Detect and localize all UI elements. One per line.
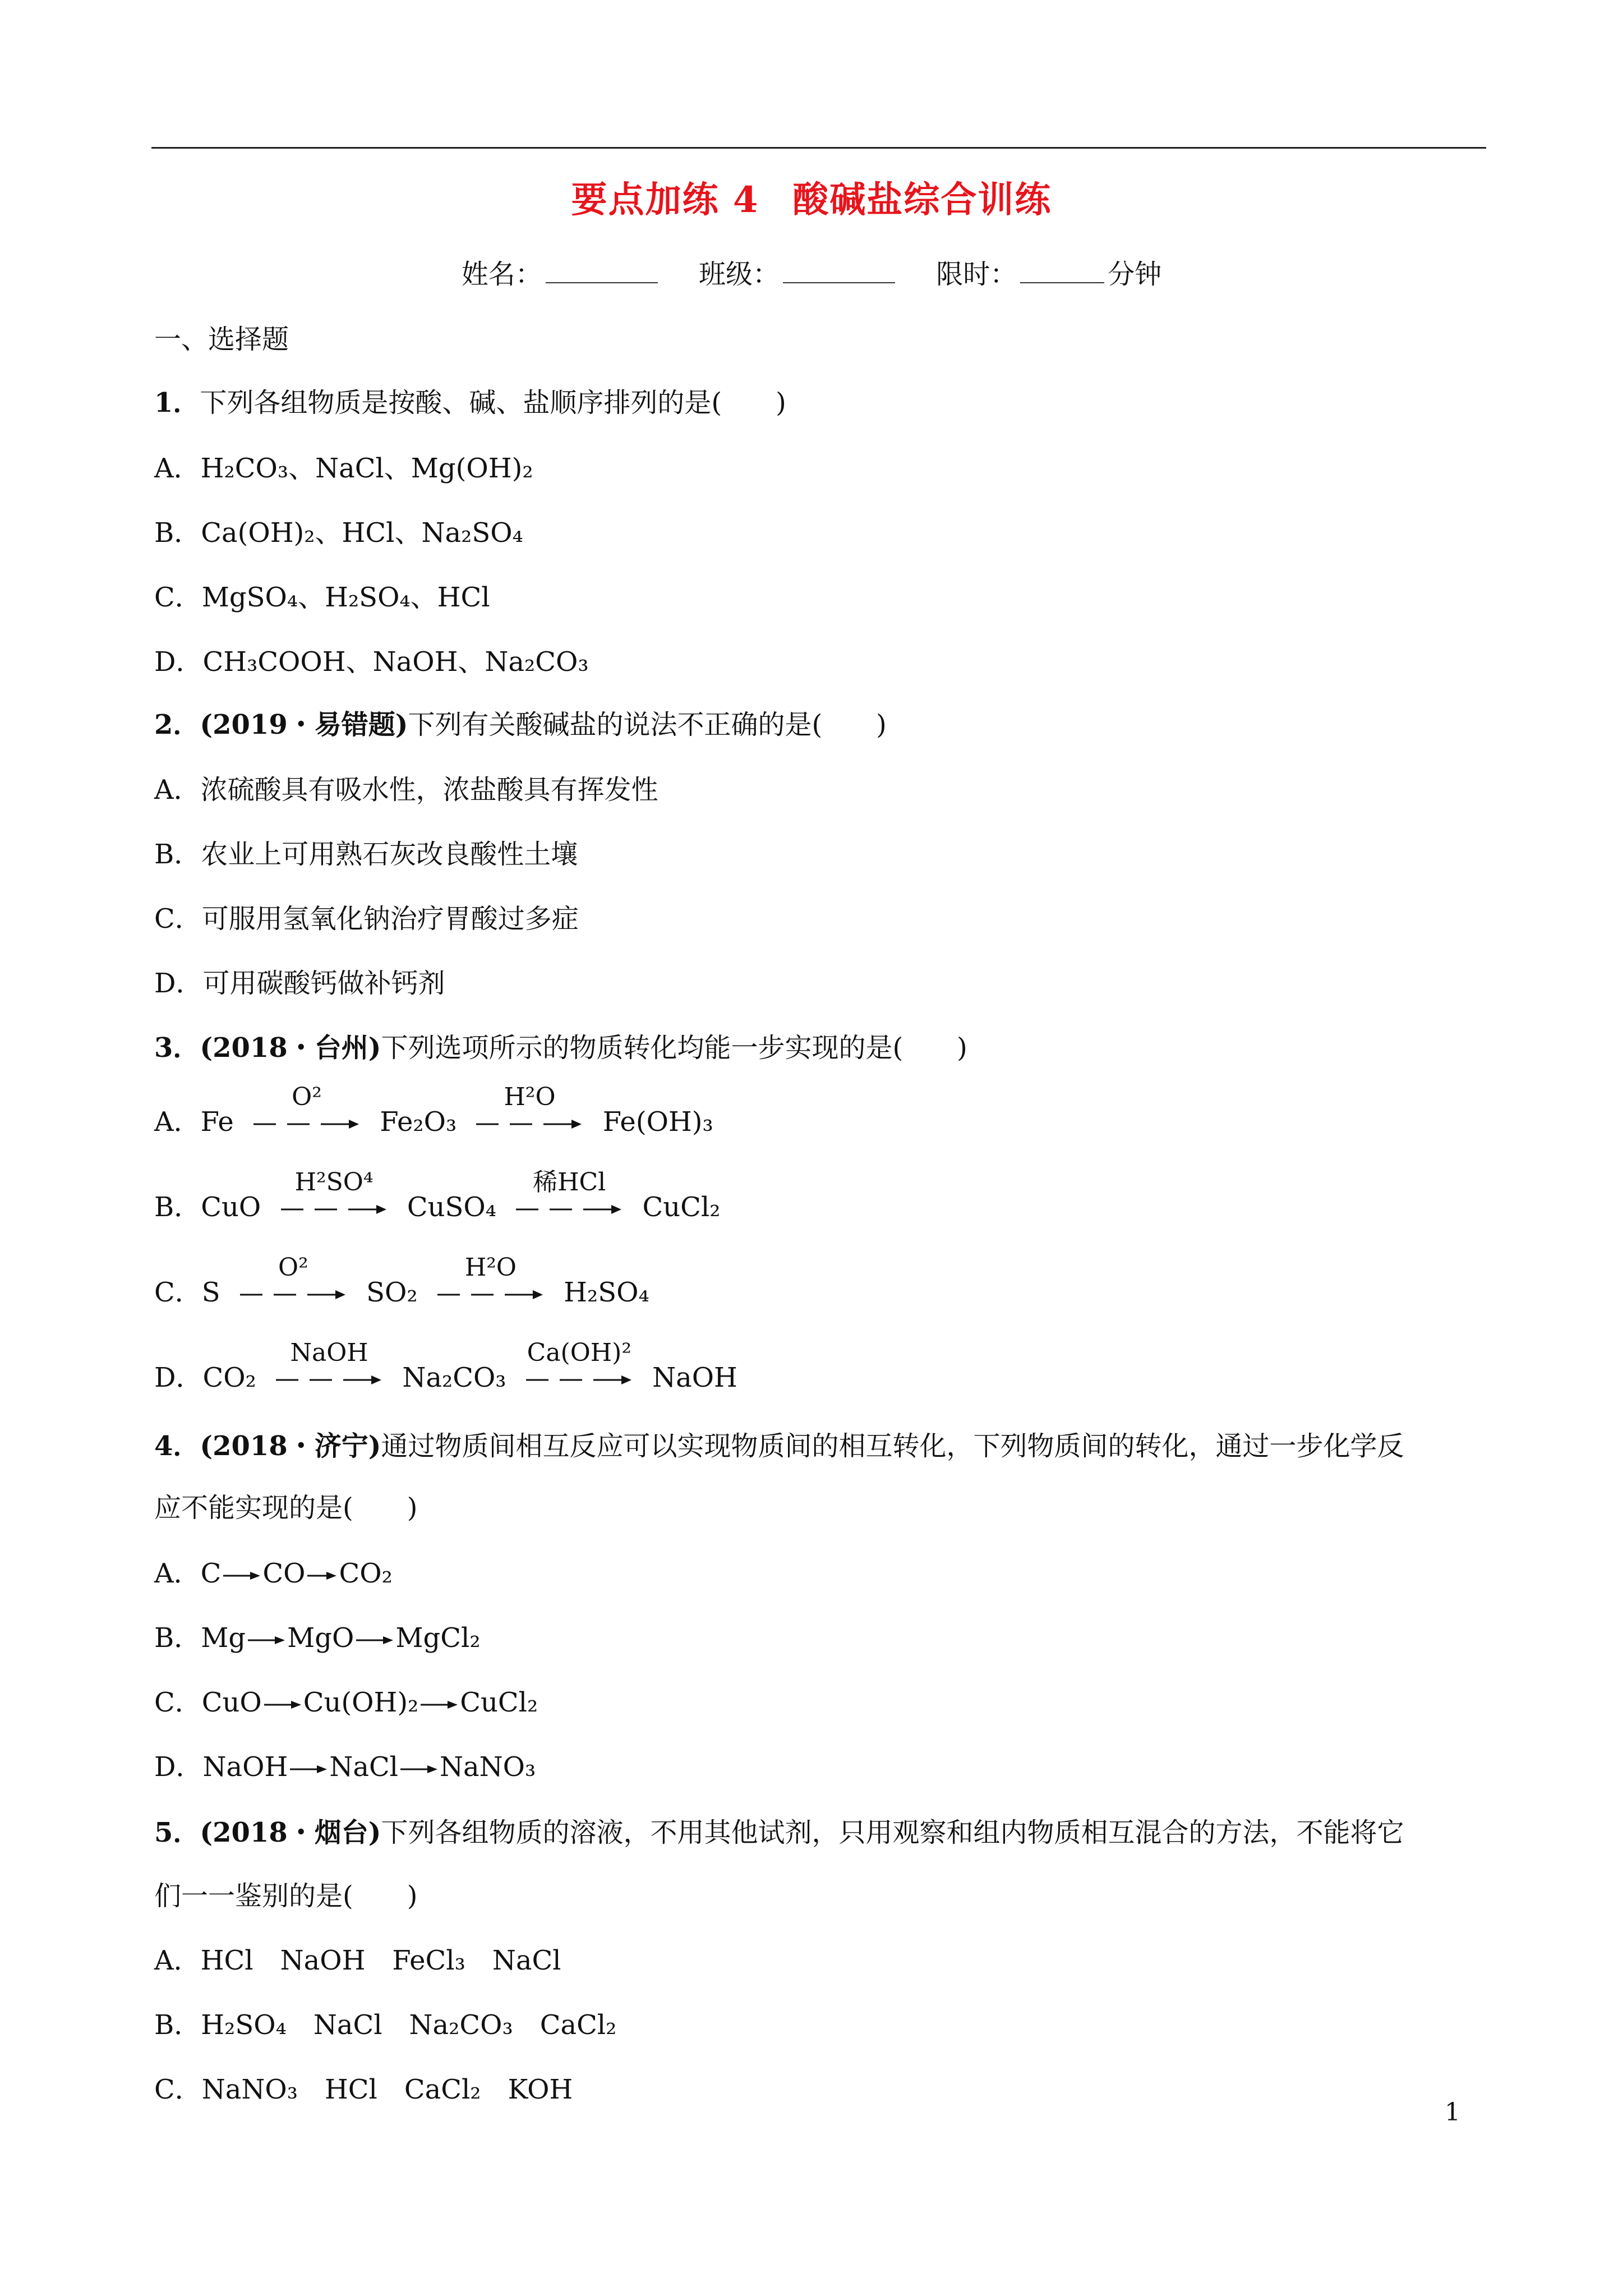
- time-blank[interactable]: [1020, 260, 1104, 283]
- question-1-option-b[interactable]: B．Ca(OH)₂、HCl、Na₂SO₄: [154, 517, 523, 549]
- question-2-option-c[interactable]: C．可服用氢氧化钠治疗胃酸过多症: [154, 903, 579, 935]
- question-4-option-d[interactable]: D．NaOH NaCl NaNO₃: [154, 1751, 536, 1783]
- conversion-arrow: H²O: [437, 1278, 544, 1312]
- question-5-option-a[interactable]: A．HCl NaOH FeCl₃ NaCl: [154, 1945, 561, 1976]
- conversion-arrow: Ca(OH)²: [526, 1363, 633, 1397]
- question-4-stem-line-2: 应不能实现的是( ): [154, 1492, 418, 1524]
- question-1-stem: 1．下列各组物质是按酸、碱、盐顺序排列的是( ): [154, 387, 786, 418]
- question-5-stem-line-1: 5．(2018・烟台)下列各组物质的溶液，不用其他试剂，只用观察和组内物质相互混合的方法，不能将它: [154, 1817, 1404, 1848]
- short-arrow: [263, 1698, 302, 1711]
- title-part-a: 要点加练 4: [571, 179, 759, 221]
- question-5-option-b[interactable]: B．H₂SO₄ NaCl Na₂CO₃ CaCl₂: [154, 2009, 617, 2041]
- conversion-arrow: O²: [253, 1107, 360, 1141]
- question-1-option-d[interactable]: D．CH₃COOH、NaOH、Na₂CO₃: [154, 646, 589, 678]
- question-1-option-c[interactable]: C．MgSO₄、H₂SO₄、HCl: [154, 582, 490, 613]
- short-arrow: [289, 1763, 328, 1776]
- section-heading: 一、选择题: [154, 324, 289, 355]
- question-1-option-a[interactable]: A．H₂CO₃、NaCl、Mg(OH)₂: [154, 453, 533, 484]
- short-arrow: [222, 1569, 261, 1582]
- question-2-option-b[interactable]: B．农业上可用熟石灰改良酸性土壤: [154, 839, 578, 870]
- question-4-option-c[interactable]: C．CuO Cu(OH)₂ CuCl₂: [154, 1687, 538, 1718]
- short-arrow: [306, 1569, 338, 1582]
- conversion-arrow: H²SO⁴: [281, 1193, 388, 1226]
- name-label: 姓名：: [461, 259, 542, 290]
- question-3-stem: 3．(2018・台州)下列选项所示的物质转化均能一步实现的是( ): [154, 1032, 967, 1064]
- question-5-stem-line-2: 们一一鉴别的是( ): [154, 1880, 418, 1912]
- question-3-option-d[interactable]: D．CO₂ NaOH Na₂CO₃ Ca(OH)² NaOH: [154, 1361, 737, 1397]
- conversion-arrow: O²: [240, 1278, 347, 1312]
- class-blank[interactable]: [783, 260, 895, 283]
- conversion-arrow: H²O: [476, 1107, 583, 1141]
- short-arrow: [399, 1763, 439, 1776]
- title-part-b: 酸碱盐综合训练: [792, 179, 1052, 221]
- question-4-option-b[interactable]: B．Mg MgO MgCl₂: [154, 1622, 481, 1654]
- question-2-option-d[interactable]: D．可用碳酸钙做补钙剂: [154, 968, 445, 999]
- question-5-option-c[interactable]: C．NaNO₃ HCl CaCl₂ KOH: [154, 2074, 573, 2105]
- header-rule: [151, 147, 1486, 149]
- question-4-option-a[interactable]: A．C CO CO₂: [154, 1558, 393, 1589]
- question-2-option-a[interactable]: A．浓硫酸具有吸水性，浓盐酸具有挥发性: [154, 774, 658, 806]
- short-arrow: [355, 1634, 394, 1647]
- page-title: [0, 171, 1623, 223]
- class-label: 班级：: [698, 259, 780, 290]
- page-number: 1: [1445, 2098, 1460, 2127]
- short-arrow: [247, 1634, 286, 1647]
- conversion-arrow: 稀HCl: [516, 1193, 623, 1226]
- question-4-stem-line-1: 4．(2018・济宁)通过物质间相互反应可以实现物质间的相互转化，下列物质间的转化，通过一步化学反: [154, 1430, 1404, 1462]
- question-3-option-b[interactable]: B．CuO H²SO⁴ CuSO₄ 稀HCl CuCl₂: [154, 1190, 720, 1226]
- conversion-arrow: NaOH: [276, 1363, 382, 1397]
- time-label: 限时：: [936, 259, 1017, 290]
- name-blank[interactable]: [546, 260, 658, 283]
- short-arrow: [419, 1698, 459, 1711]
- question-3-option-c[interactable]: C．S O² SO₂ H²O H₂SO₄: [154, 1276, 649, 1312]
- question-3-option-a[interactable]: A．Fe O² Fe₂O₃ H²O Fe(OH)₃: [154, 1105, 713, 1141]
- student-info-line: [0, 252, 1623, 291]
- time-unit: 分钟: [1108, 259, 1162, 290]
- question-2-stem: 2．(2019・易错题)下列有关酸碱盐的说法不正确的是( ): [154, 709, 887, 740]
